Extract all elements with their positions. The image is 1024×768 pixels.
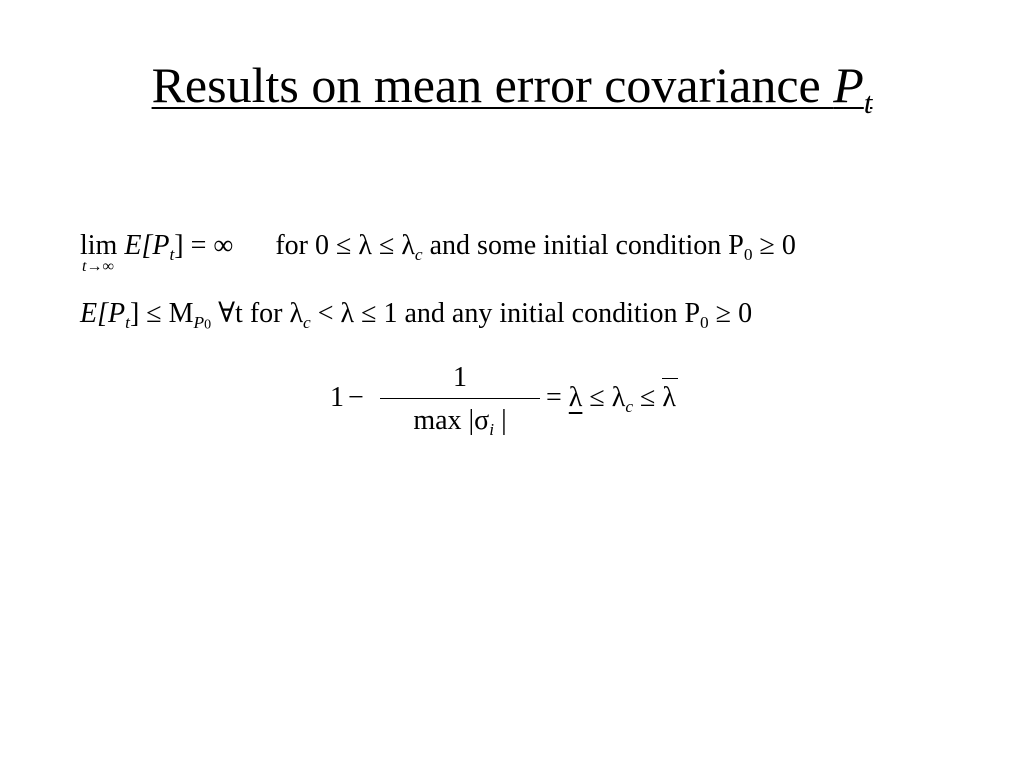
equation-bound — [80, 297, 752, 331]
eq2-forall: ∀t for λ — [211, 298, 304, 329]
eq3-rhs — [546, 382, 676, 417]
fraction — [380, 360, 540, 439]
eq2-range: < λ ≤ 1 — [310, 298, 398, 329]
eq3-one: 1 — [330, 382, 344, 413]
denominator-prefix: max |σ — [413, 405, 490, 436]
eq3-lambda-c-sub: c — [625, 397, 634, 417]
lambda-lower-bound: λ — [568, 382, 583, 413]
title-text: Results on mean error covariance — [151, 57, 834, 113]
eq2-lhs-sub: t — [125, 313, 130, 333]
lim-label: lim — [80, 230, 118, 261]
eq1-condition-end: ≥ 0 — [752, 230, 796, 261]
eq1-p0-sub: 0 — [743, 245, 753, 265]
eq2-lambda-sub: c — [303, 313, 311, 333]
eq2-lhs: E[P — [80, 298, 126, 329]
eq1-lhs-sub: t — [169, 245, 175, 265]
fraction-numerator: 1 — [453, 362, 467, 393]
lambda-upper-bound: λ — [662, 382, 676, 413]
title-text-wrapper — [151, 56, 873, 120]
slide-title — [0, 56, 1024, 120]
denominator-sub: i — [489, 420, 495, 440]
fraction-bar — [380, 398, 540, 399]
eq1-lhs-close: ] = ∞ — [174, 230, 234, 261]
eq1-condition-prefix: for 0 ≤ λ ≤ λ — [275, 230, 415, 261]
eq2-p0-sub: 0 — [700, 313, 709, 333]
eq2-condition-text: and any initial condition P — [397, 298, 701, 329]
title-subscript: t — [863, 84, 873, 120]
eq2-m-subsub: 0 — [204, 317, 212, 333]
eq2-lhs-mid: ] ≤ M — [129, 298, 194, 329]
eq1-lhs: E[P — [124, 230, 170, 261]
eq2-m-sub: P — [193, 313, 205, 333]
eq3-equals: = — [546, 382, 569, 413]
title-symbol: P — [833, 57, 864, 113]
denominator-suffix: | — [494, 405, 507, 436]
eq3-leq1: ≤ λ — [582, 382, 626, 413]
eq2-condition-end: ≥ 0 — [708, 298, 753, 329]
fraction-denominator — [380, 403, 540, 439]
eq1-condition-text: and some initial condition P — [422, 230, 744, 261]
eq1-condition-sub: c — [414, 245, 423, 265]
equation-lambda-bounds — [330, 360, 710, 450]
eq3-minus: − — [348, 382, 364, 413]
limit-operator — [80, 229, 118, 275]
lim-under: t→∞ — [82, 258, 114, 275]
eq3-leq2: ≤ — [633, 382, 663, 413]
equation-limit — [80, 229, 796, 275]
